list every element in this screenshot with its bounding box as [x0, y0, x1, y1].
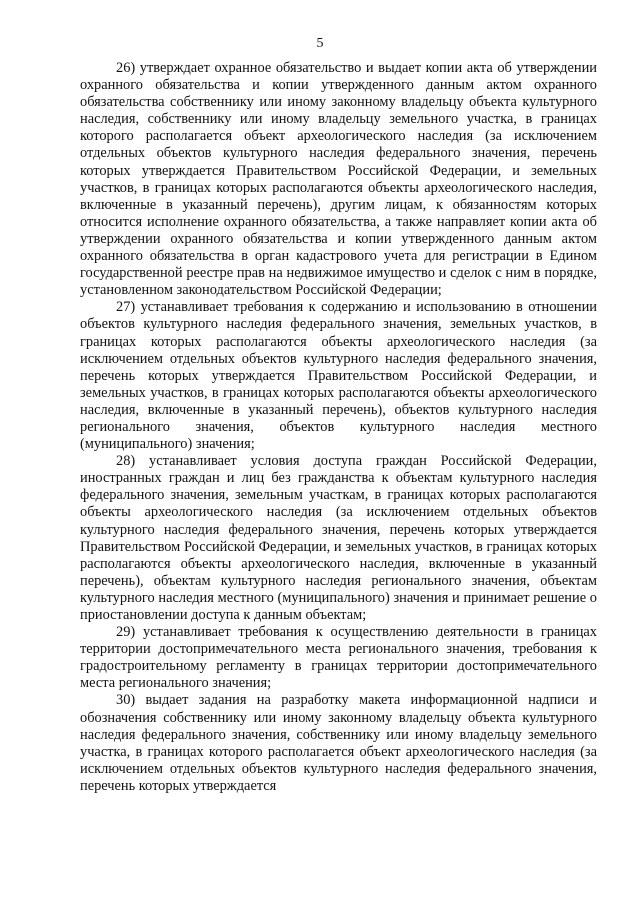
- paragraph-item-26: 26) утверждает охранное обязательство и выдает копии акта об утверждении охранного обязательства и копии утвержденного данным актом охранного обязательства собственнику или иному законному владельцу объекта культурного наследия, собственнику или иному владельцу земельного участка, в границах которого располагается объект археологического наследия (за исключением отдельных объектов культурного наследия федерального значения, перечень которых утверждается Правительством Российской Федерации, и земельных участков, в границах которых располагаются объекты археологического наследия, включенные в указанный перечень), другим лицам, к обязанностям которых относится исполнение охранного обязательства, а также направляет копии акта об утверждении охранного обязательства и копии утвержденного данным актом охранного обязательства в орган кадастрового учета для регистрации в Едином государственной реестре прав на недвижимое имущество и сделок с ним в порядке, установленном законодательством Российской Федерации;: [80, 60, 597, 299]
- paragraph-item-29: 29) устанавливает требования к осуществлению деятельности в границах территории достопримечательного места регионального значения, требования к градостроительному регламенту в границах территории достопримечательного места регионального значения;: [80, 624, 597, 692]
- paragraph-item-30: 30) выдает задания на разработку макета информационной надписи и обозначения собственнику или иному законному владельцу объекта культурного наследия федерального значения, собственнику или иному владельцу земельного участка, в границах которого располагается объект археологического наследия (за исключением отдельных объектов культурного наследия федерального значения, перечень которых утверждается: [80, 692, 597, 794]
- document-body: [80, 60, 597, 795]
- page-number: 5: [316, 36, 324, 51]
- paragraph-item-28: 28) устанавливает условия доступа граждан Российской Федерации, иностранных граждан и лиц без гражданства к объектам культурного наследия федерального значения, земельным участкам, в границах которых располагаются объекты археологического наследия (за исключением отдельных объектов культурного наследия федерального значения, перечень которых утверждается Правительством Российской Федерации, и земельных участков, в границах которых располагаются объекты археологического наследия, включенные в указанный перечень), объектам культурного наследия регионального значения, объектам культурного наследия местного (муниципального) значения и принимает решение о приостановлении доступа к данным объектам;: [80, 453, 597, 623]
- paragraph-item-27: 27) устанавливает требования к содержанию и использованию в отношении объектов культурного наследия федерального значения, земельных участков, в границах которых располагаются объекты археологического наследия (за исключением отдельных объектов культурного наследия федерального значения, перечень которых утверждается Правительством Российской Федерации, и земельных участков, в границах которых располагаются объекты археологического наследия, включенные в указанный перечень), объектов культурного наследия регионального значения, объектов культурного наследия местного (муниципального) значения;: [80, 299, 597, 453]
